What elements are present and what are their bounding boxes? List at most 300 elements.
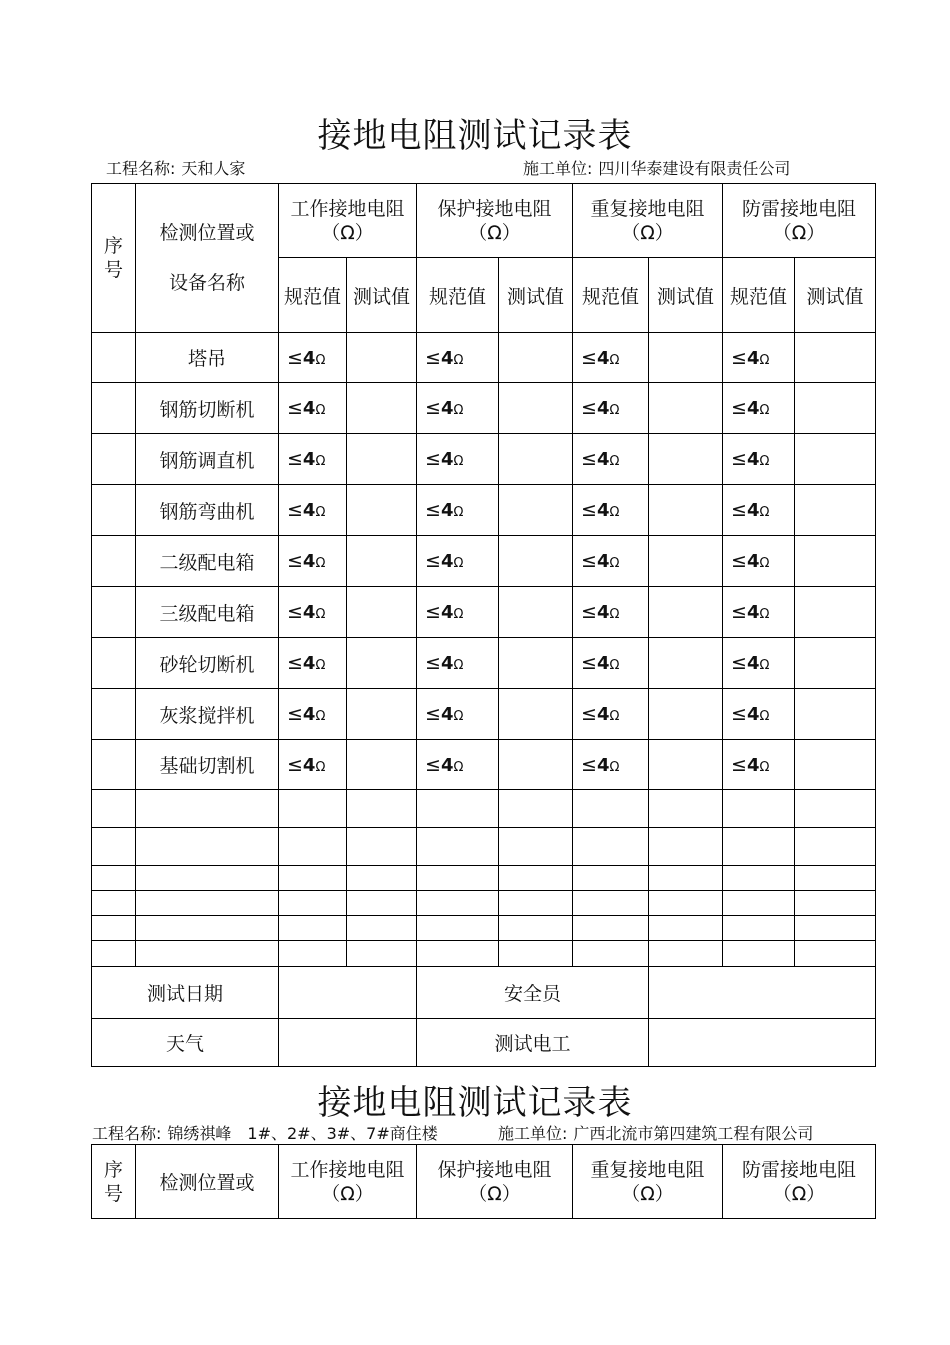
test-value-cell xyxy=(649,383,723,434)
spec-number: 4 xyxy=(302,449,316,470)
project-name-2 xyxy=(92,1121,438,1144)
test-value-cell xyxy=(649,434,723,485)
spec-value xyxy=(573,485,649,536)
ohm-unit: Ω xyxy=(315,658,326,673)
ohm-unit: Ω xyxy=(453,607,464,622)
empty-cell xyxy=(573,941,649,967)
le-sign: ≤ xyxy=(581,550,597,572)
test-value-cell xyxy=(795,536,876,587)
le-sign: ≤ xyxy=(425,753,441,776)
ohm-unit: Ω xyxy=(609,759,620,775)
group-header-lightning: 防雷接地电阻 （Ω） xyxy=(723,1145,876,1219)
empty-cell xyxy=(417,941,499,967)
test-value-cell xyxy=(649,689,723,740)
le-sign: ≤ xyxy=(287,499,303,521)
empty-cell xyxy=(649,828,723,866)
device-name: 钢筋调直机 xyxy=(136,434,279,485)
le-sign: ≤ xyxy=(731,346,747,369)
spec-value xyxy=(279,434,347,485)
device-name: 钢筋弯曲机 xyxy=(136,485,279,536)
unit-value: 四川华泰建设有限责任公司 xyxy=(598,159,791,178)
test-value-cell xyxy=(649,587,723,638)
table-row xyxy=(92,434,876,485)
spec-value xyxy=(279,333,347,383)
spec-number: 4 xyxy=(596,704,610,725)
project-name xyxy=(106,156,245,179)
test-value-cell xyxy=(795,333,876,383)
group-header-repeat: 重复接地电阻 （Ω） xyxy=(573,184,723,258)
le-sign: ≤ xyxy=(287,550,303,572)
footer-row xyxy=(92,967,876,1019)
empty-cell xyxy=(136,866,279,891)
seq-header: 序 号 xyxy=(92,184,136,333)
project-label: 工程名称: xyxy=(106,159,176,178)
ohm-unit: Ω xyxy=(315,505,326,520)
spec-value xyxy=(417,638,499,689)
spec-number: 4 xyxy=(440,551,454,572)
le-sign: ≤ xyxy=(581,397,597,419)
group-header-protect: 保护接地电阻 （Ω） xyxy=(417,1145,573,1219)
table-row xyxy=(92,689,876,740)
table-row xyxy=(92,740,876,790)
empty-row xyxy=(92,866,876,891)
le-sign: ≤ xyxy=(731,753,747,776)
table-row xyxy=(92,383,876,434)
spec-value xyxy=(417,689,499,740)
test-header: 测试值 xyxy=(649,258,723,333)
test-value-cell xyxy=(499,434,573,485)
spec-value xyxy=(573,383,649,434)
empty-cell xyxy=(347,941,417,967)
spec-number: 4 xyxy=(746,551,760,572)
empty-cell xyxy=(573,828,649,866)
date-label: 测试日期 xyxy=(92,967,279,1019)
footer-row xyxy=(92,1019,876,1067)
spec-number: 4 xyxy=(440,500,454,521)
construction-unit-2 xyxy=(498,1121,813,1144)
test-value-cell xyxy=(795,587,876,638)
empty-cell xyxy=(573,916,649,941)
empty-cell xyxy=(136,891,279,916)
empty-cell xyxy=(417,866,499,891)
test-value-cell xyxy=(347,536,417,587)
spec-value xyxy=(723,333,795,383)
spec-number: 4 xyxy=(746,754,760,776)
spec-value xyxy=(417,740,499,790)
empty-cell xyxy=(499,790,573,828)
ohm-unit: Ω xyxy=(315,709,326,724)
weather-label: 天气 xyxy=(92,1019,279,1067)
spec-number: 4 xyxy=(746,653,760,674)
device-name: 砂轮切断机 xyxy=(136,638,279,689)
spec-value xyxy=(723,434,795,485)
empty-row xyxy=(92,790,876,828)
device-name: 塔吊 xyxy=(136,333,279,383)
group-header-repeat: 重复接地电阻 （Ω） xyxy=(573,1145,723,1219)
le-sign: ≤ xyxy=(425,499,441,521)
electrician-label: 测试电工 xyxy=(417,1019,649,1067)
device-name: 二级配电箱 xyxy=(136,536,279,587)
test-value-cell xyxy=(499,536,573,587)
spec-number: 4 xyxy=(596,754,610,776)
empty-cell xyxy=(649,790,723,828)
empty-cell xyxy=(795,941,876,967)
test-value-cell xyxy=(347,485,417,536)
test-value-cell xyxy=(499,485,573,536)
ohm-unit: Ω xyxy=(609,505,620,520)
empty-cell xyxy=(92,866,136,891)
test-value-cell xyxy=(649,536,723,587)
empty-cell xyxy=(649,941,723,967)
empty-cell xyxy=(417,891,499,916)
le-sign: ≤ xyxy=(425,601,441,623)
le-sign: ≤ xyxy=(731,397,747,419)
ohm-unit: Ω xyxy=(453,505,464,520)
empty-row xyxy=(92,828,876,866)
spec-value xyxy=(279,587,347,638)
test-value-cell xyxy=(795,689,876,740)
empty-row xyxy=(92,916,876,941)
le-sign: ≤ xyxy=(581,703,597,725)
le-sign: ≤ xyxy=(581,753,597,776)
ohm-unit: Ω xyxy=(453,454,464,469)
unit-label: 施工单位: xyxy=(523,159,593,178)
test-value-cell xyxy=(795,383,876,434)
ohm-unit: Ω xyxy=(609,658,620,673)
ohm-unit: Ω xyxy=(759,403,770,418)
le-sign: ≤ xyxy=(287,397,303,419)
spec-number: 4 xyxy=(302,398,316,419)
empty-cell xyxy=(723,891,795,916)
empty-cell xyxy=(279,790,347,828)
spec-number: 4 xyxy=(596,347,610,369)
empty-cell xyxy=(499,866,573,891)
empty-cell xyxy=(92,790,136,828)
le-sign: ≤ xyxy=(425,703,441,725)
empty-cell xyxy=(279,916,347,941)
empty-cell xyxy=(417,828,499,866)
test-value-cell xyxy=(347,689,417,740)
spec-number: 4 xyxy=(596,500,610,521)
test-value-cell xyxy=(347,383,417,434)
le-sign: ≤ xyxy=(731,499,747,521)
empty-cell xyxy=(499,891,573,916)
spec-value xyxy=(573,587,649,638)
spec-number: 4 xyxy=(440,347,454,369)
empty-cell xyxy=(347,790,417,828)
spec-value xyxy=(417,383,499,434)
spec-value xyxy=(417,333,499,383)
spec-number: 4 xyxy=(440,602,454,623)
spec-value xyxy=(573,689,649,740)
test-value-cell xyxy=(499,638,573,689)
empty-cell xyxy=(573,790,649,828)
footer-value-cell xyxy=(649,967,876,1019)
spec-value xyxy=(723,638,795,689)
test-value-cell xyxy=(499,383,573,434)
seq-cell xyxy=(92,689,136,740)
test-value-cell xyxy=(649,740,723,790)
seq-cell xyxy=(92,333,136,383)
empty-cell xyxy=(723,941,795,967)
spec-value xyxy=(723,689,795,740)
spec-value xyxy=(417,536,499,587)
spec-header: 规范值 xyxy=(417,258,499,333)
le-sign: ≤ xyxy=(581,499,597,521)
spec-value xyxy=(723,383,795,434)
ohm-unit: Ω xyxy=(759,352,770,368)
le-sign: ≤ xyxy=(581,652,597,674)
le-sign: ≤ xyxy=(425,397,441,419)
ohm-unit: Ω xyxy=(759,556,770,571)
spec-value xyxy=(417,434,499,485)
empty-cell xyxy=(347,828,417,866)
test-value-cell xyxy=(795,638,876,689)
page-title-2: 接地电阻测试记录表 xyxy=(317,1083,633,1123)
seq-cell xyxy=(92,638,136,689)
empty-cell xyxy=(279,891,347,916)
empty-cell xyxy=(136,941,279,967)
ohm-unit: Ω xyxy=(759,709,770,724)
test-header: 测试值 xyxy=(499,258,573,333)
ohm-unit: Ω xyxy=(453,709,464,724)
spec-value xyxy=(417,587,499,638)
empty-cell xyxy=(649,866,723,891)
le-sign: ≤ xyxy=(581,346,597,369)
spec-number: 4 xyxy=(596,398,610,419)
le-sign: ≤ xyxy=(731,448,747,470)
spec-value xyxy=(279,536,347,587)
empty-cell xyxy=(92,828,136,866)
empty-row xyxy=(92,891,876,916)
construction-unit xyxy=(523,156,790,179)
empty-cell xyxy=(417,790,499,828)
spec-number: 4 xyxy=(596,602,610,623)
spec-value xyxy=(573,638,649,689)
spec-number: 4 xyxy=(302,754,316,776)
ohm-unit: Ω xyxy=(453,658,464,673)
project-value: 天和人家 xyxy=(181,159,246,178)
location-header: 检测位置或 设备名称 xyxy=(136,184,279,333)
empty-cell xyxy=(279,941,347,967)
empty-cell xyxy=(723,790,795,828)
page-title: 接地电阻测试记录表 xyxy=(317,116,633,156)
empty-cell xyxy=(92,891,136,916)
table-row xyxy=(92,485,876,536)
test-value-cell xyxy=(347,638,417,689)
spec-number: 4 xyxy=(302,347,316,369)
seq-cell xyxy=(92,740,136,790)
spec-number: 4 xyxy=(440,754,454,776)
empty-cell xyxy=(92,916,136,941)
test-value-cell xyxy=(649,638,723,689)
group-header-work: 工作接地电阻 （Ω） xyxy=(279,1145,417,1219)
empty-cell xyxy=(795,828,876,866)
spec-value xyxy=(279,689,347,740)
le-sign: ≤ xyxy=(425,652,441,674)
empty-cell xyxy=(499,828,573,866)
spec-value xyxy=(723,485,795,536)
le-sign: ≤ xyxy=(287,753,303,776)
seq-cell xyxy=(92,383,136,434)
le-sign: ≤ xyxy=(581,448,597,470)
table-row xyxy=(92,536,876,587)
ohm-unit: Ω xyxy=(453,403,464,418)
record-table xyxy=(91,183,876,1067)
table-row xyxy=(92,333,876,383)
device-name: 三级配电箱 xyxy=(136,587,279,638)
spec-header: 规范值 xyxy=(279,258,347,333)
seq-cell xyxy=(92,587,136,638)
ohm-unit: Ω xyxy=(759,759,770,775)
spec-value xyxy=(417,485,499,536)
test-header: 测试值 xyxy=(795,258,876,333)
empty-cell xyxy=(92,941,136,967)
ohm-unit: Ω xyxy=(609,454,620,469)
spec-header: 规范值 xyxy=(573,258,649,333)
le-sign: ≤ xyxy=(731,652,747,674)
ohm-unit: Ω xyxy=(609,607,620,622)
spec-number: 4 xyxy=(440,398,454,419)
ohm-unit: Ω xyxy=(609,556,620,571)
spec-value xyxy=(723,536,795,587)
spec-header: 规范值 xyxy=(723,258,795,333)
footer-value-cell xyxy=(649,1019,876,1067)
empty-cell xyxy=(795,790,876,828)
spec-number: 4 xyxy=(440,653,454,674)
empty-cell xyxy=(417,916,499,941)
spec-number: 4 xyxy=(746,449,760,470)
le-sign: ≤ xyxy=(731,601,747,623)
empty-cell xyxy=(499,916,573,941)
spec-number: 4 xyxy=(596,551,610,572)
le-sign: ≤ xyxy=(287,652,303,674)
le-sign: ≤ xyxy=(287,703,303,725)
spec-number: 4 xyxy=(746,602,760,623)
ohm-unit: Ω xyxy=(315,352,326,368)
spec-value xyxy=(573,536,649,587)
ohm-unit: Ω xyxy=(315,556,326,571)
test-value-cell xyxy=(347,333,417,383)
le-sign: ≤ xyxy=(287,601,303,623)
ohm-unit: Ω xyxy=(609,352,620,368)
test-value-cell xyxy=(347,740,417,790)
spec-value xyxy=(573,434,649,485)
test-value-cell xyxy=(499,587,573,638)
empty-cell xyxy=(795,866,876,891)
device-name: 灰浆搅拌机 xyxy=(136,689,279,740)
table-row xyxy=(92,638,876,689)
spec-number: 4 xyxy=(596,449,610,470)
empty-cell xyxy=(279,866,347,891)
spec-number: 4 xyxy=(440,449,454,470)
test-value-cell xyxy=(649,333,723,383)
empty-cell xyxy=(573,891,649,916)
seq-cell xyxy=(92,536,136,587)
ohm-unit: Ω xyxy=(609,403,620,418)
empty-cell xyxy=(499,941,573,967)
test-value-cell xyxy=(795,740,876,790)
group-header-lightning: 防雷接地电阻 （Ω） xyxy=(723,184,876,258)
location-header: 检测位置或 xyxy=(136,1145,279,1219)
test-value-cell xyxy=(499,740,573,790)
test-value-cell xyxy=(795,485,876,536)
footer-value-cell xyxy=(279,967,417,1019)
empty-cell xyxy=(347,891,417,916)
spec-number: 4 xyxy=(302,602,316,623)
seq-cell xyxy=(92,434,136,485)
spec-value xyxy=(279,485,347,536)
spec-number: 4 xyxy=(302,704,316,725)
spec-number: 4 xyxy=(302,551,316,572)
empty-cell xyxy=(279,828,347,866)
spec-value xyxy=(279,740,347,790)
le-sign: ≤ xyxy=(287,346,303,369)
le-sign: ≤ xyxy=(731,703,747,725)
unit-value: 广西北流市第四建筑工程有限公司 xyxy=(573,1124,814,1143)
le-sign: ≤ xyxy=(287,448,303,470)
test-value-cell xyxy=(649,485,723,536)
spec-value xyxy=(573,740,649,790)
group-header-protect: 保护接地电阻 （Ω） xyxy=(417,184,573,258)
spec-value xyxy=(279,638,347,689)
spec-number: 4 xyxy=(440,704,454,725)
ohm-unit: Ω xyxy=(315,403,326,418)
safety-officer-label: 安全员 xyxy=(417,967,649,1019)
empty-cell xyxy=(347,916,417,941)
footer-value-cell xyxy=(279,1019,417,1067)
seq-cell xyxy=(92,485,136,536)
spec-number: 4 xyxy=(746,398,760,419)
ohm-unit: Ω xyxy=(315,759,326,775)
test-value-cell xyxy=(347,434,417,485)
ohm-unit: Ω xyxy=(453,556,464,571)
test-header: 测试值 xyxy=(347,258,417,333)
empty-cell xyxy=(649,916,723,941)
ohm-unit: Ω xyxy=(315,607,326,622)
empty-cell xyxy=(723,828,795,866)
le-sign: ≤ xyxy=(581,601,597,623)
spec-number: 4 xyxy=(302,653,316,674)
le-sign: ≤ xyxy=(731,550,747,572)
spec-number: 4 xyxy=(302,500,316,521)
empty-cell xyxy=(795,891,876,916)
ohm-unit: Ω xyxy=(453,759,464,775)
unit-label: 施工单位: xyxy=(498,1124,568,1143)
ohm-unit: Ω xyxy=(759,505,770,520)
spec-value xyxy=(279,383,347,434)
empty-row xyxy=(92,941,876,967)
empty-cell xyxy=(723,916,795,941)
table-row xyxy=(92,587,876,638)
spec-number: 4 xyxy=(746,500,760,521)
ohm-unit: Ω xyxy=(609,709,620,724)
device-name: 钢筋切断机 xyxy=(136,383,279,434)
spec-number: 4 xyxy=(746,347,760,369)
spec-value xyxy=(573,333,649,383)
ohm-unit: Ω xyxy=(759,658,770,673)
test-value-cell xyxy=(347,587,417,638)
spec-value xyxy=(723,587,795,638)
le-sign: ≤ xyxy=(425,448,441,470)
ohm-unit: Ω xyxy=(759,607,770,622)
le-sign: ≤ xyxy=(425,550,441,572)
empty-cell xyxy=(795,916,876,941)
project-value: 锦绣祺峰 1#、2#、3#、7#商住楼 xyxy=(167,1124,438,1143)
ohm-unit: Ω xyxy=(315,454,326,469)
empty-cell xyxy=(347,866,417,891)
empty-cell xyxy=(136,916,279,941)
